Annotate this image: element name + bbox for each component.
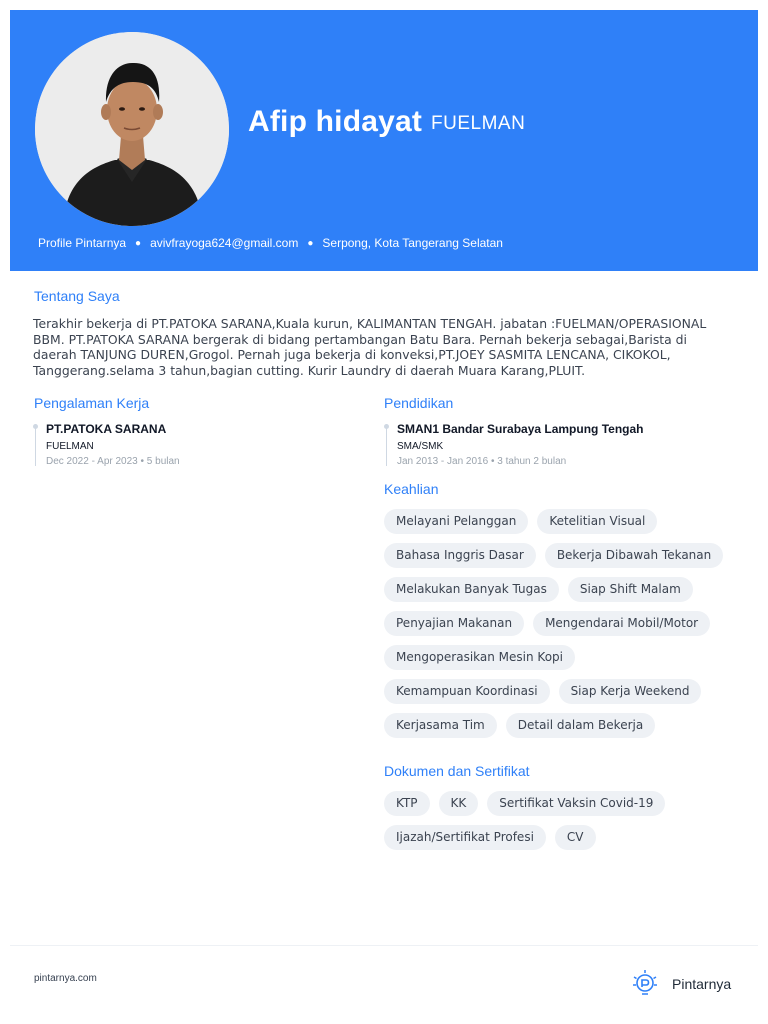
skill-chip: Melakukan Banyak Tugas xyxy=(384,577,559,602)
education-level: SMA/SMK xyxy=(397,441,444,452)
skill-chip: Detail dalam Bekerja xyxy=(506,713,655,738)
skill-chip: Bekerja Dibawah Tekanan xyxy=(545,543,723,568)
experience-item xyxy=(33,422,180,467)
experience-position: FUELMAN xyxy=(46,441,94,452)
profile-header xyxy=(10,10,758,271)
document-chip: Sertifikat Vaksin Covid-19 xyxy=(487,791,665,816)
experience-period: Dec 2022 - Apr 2023 • 5 bulan xyxy=(46,456,180,467)
timeline-dot xyxy=(384,424,389,429)
about-title: Tentang Saya xyxy=(34,288,120,304)
footer-website[interactable]: pintarnya.com xyxy=(34,973,97,984)
skill-chip: Mengoperasikan Mesin Kopi xyxy=(384,645,575,670)
skill-chip: Kerjasama Tim xyxy=(384,713,497,738)
separator-dot: ● xyxy=(307,237,314,249)
skill-chip: Kemampuan Koordinasi xyxy=(384,679,550,704)
skill-chip: Siap Shift Malam xyxy=(568,577,693,602)
profile-photo xyxy=(35,32,229,226)
skills-title: Keahlian xyxy=(384,481,439,497)
documents-list xyxy=(384,791,744,859)
experience-company: PT.PATOKA SARANA xyxy=(46,422,167,436)
skill-chip: Melayani Pelanggan xyxy=(384,509,528,534)
education-item xyxy=(384,422,644,467)
documents-title: Dokumen dan Sertifikat xyxy=(384,763,530,779)
skill-chip: Penyajian Makanan xyxy=(384,611,524,636)
contact-line xyxy=(38,236,503,250)
education-school: SMAN1 Bandar Surabaya Lampung Tengah xyxy=(397,422,644,436)
education-period: Jan 2013 - Jan 2016 • 3 tahun 2 bulan xyxy=(397,456,567,467)
footer-brand: Pintarnya xyxy=(672,976,732,992)
timeline-line xyxy=(35,424,36,466)
email-text[interactable]: avivfrayoga624@gmail.com xyxy=(150,236,299,250)
timeline-line xyxy=(386,424,387,466)
timeline-dot xyxy=(33,424,38,429)
skill-chip: Ketelitian Visual xyxy=(537,509,657,534)
skills-list xyxy=(384,509,744,747)
education-title: Pendidikan xyxy=(384,395,454,411)
experience-title: Pengalaman Kerja xyxy=(34,395,150,411)
document-chip: KK xyxy=(439,791,479,816)
location-text: Serpong, Kota Tangerang Selatan xyxy=(322,236,503,250)
candidate-name: Afip hidayat xyxy=(248,105,423,138)
profile-source: Profile Pintarnya xyxy=(38,236,127,250)
about-text: Terakhir bekerja di PT.PATOKA SARANA,Kuala kurun, KALIMANTAN TENGAH. jabatan :FUELMAN/OPERASIONAL BBM. PT.PATOKA SARANA bergerak di bidang pertambangan Batu Bara. Pernah bekerja sebagai,Barista di daerah TANJUNG DUREN,Grogol. Pernah juga bekerja di konveksi,PT.JOEY SASMITA LENCANA, CIKOKOL, Tanggerang.selama 3 tahun,bagian cutting. Kurir Laundry di daerah Muara Karang,PLUIT. xyxy=(33,316,707,378)
skill-chip: Bahasa Inggris Dasar xyxy=(384,543,536,568)
separator-dot: ● xyxy=(135,237,142,249)
candidate-role: FUELMAN xyxy=(431,113,526,134)
avatar xyxy=(35,32,229,226)
document-chip: KTP xyxy=(384,791,430,816)
document-chip: Ijazah/Sertifikat Profesi xyxy=(384,825,546,850)
skill-chip: Siap Kerja Weekend xyxy=(559,679,702,704)
skill-chip: Mengendarai Mobil/Motor xyxy=(533,611,710,636)
lightbulb-logo-icon xyxy=(630,968,660,998)
footer-divider xyxy=(10,945,758,946)
document-chip: CV xyxy=(555,825,596,850)
